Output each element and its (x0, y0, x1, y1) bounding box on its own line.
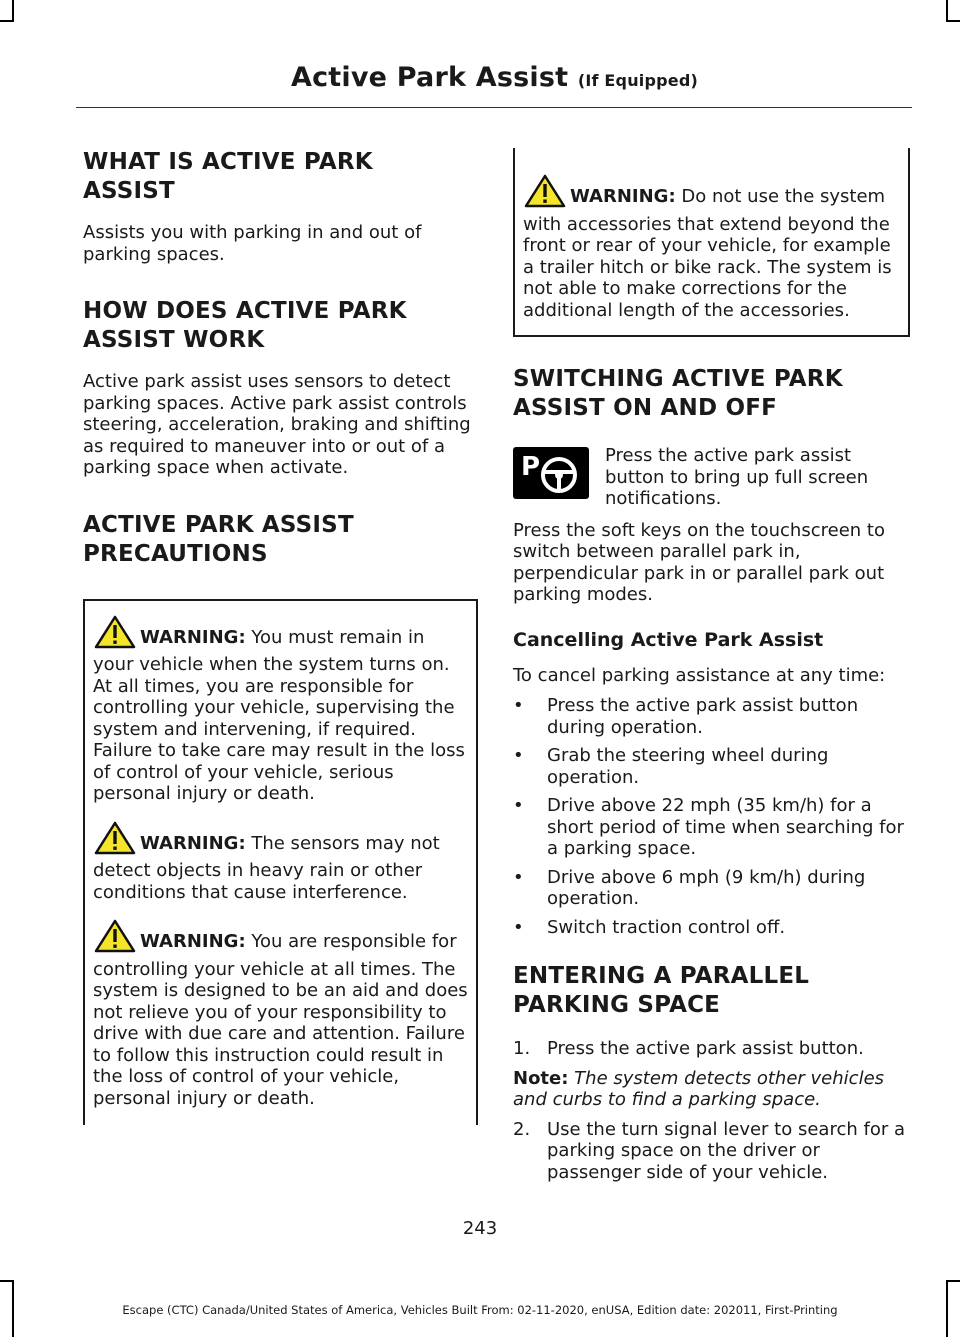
warning-label: WARNING: (140, 832, 246, 854)
soft-keys-text: Press the soft keys on the touchscreen to switch between parallel park in, perpendicular park in or parallel park out parking modes. (513, 519, 885, 605)
step-text: Press the active park assist button. (547, 1038, 864, 1059)
header-subtitle: (If Equipped) (577, 71, 698, 90)
cancelling-heading: Cancelling Active Park Assist (513, 628, 824, 651)
switching-heading (513, 365, 910, 423)
heading-line: ASSIST WORK (83, 327, 265, 353)
list-item-text: Press the active park assist button during operation. (547, 695, 859, 738)
warning-label: WARNING: (570, 186, 676, 207)
what-is-heading (83, 148, 478, 206)
warning-triangle-icon (94, 821, 136, 861)
step-number: 2. (513, 1118, 531, 1140)
warning-paragraph (93, 821, 470, 904)
list-item-text: Switch traction control off. (547, 916, 786, 938)
page-header (291, 62, 698, 93)
step-item (513, 1038, 910, 1060)
list-item (513, 745, 910, 788)
svg-text:P: P (521, 452, 541, 482)
header-title: Active Park Assist (291, 62, 569, 93)
warning-box (83, 599, 478, 1126)
heading-line: ACTIVE PARK ASSIST (83, 511, 354, 538)
note-text: The system detects other vehicles and curbs to find a parking space. (513, 1067, 885, 1110)
left-column (83, 120, 478, 1125)
list-item (513, 867, 910, 910)
how-works-heading (83, 297, 478, 355)
list-item (513, 795, 910, 860)
bullet: • (513, 916, 524, 938)
warning-paragraph (523, 174, 902, 321)
step-text: Use the turn signal lever to search for a parking space on the driver or passenger side of your vehicle. (547, 1118, 905, 1183)
heading-line: PARKING SPACE (513, 992, 721, 1018)
heading-line: ASSIST (83, 178, 175, 204)
crop-mark (946, 1280, 960, 1282)
note (513, 1068, 910, 1111)
crop-mark (12, 0, 14, 22)
warning-box (513, 148, 910, 337)
warning-triangle-icon (524, 174, 566, 214)
crop-mark (0, 1280, 14, 1282)
warning-text: The sensors may not detect objects in heavy rain or other conditions that cause interference. (93, 832, 440, 903)
list-item-text: Grab the steering wheel during operation. (547, 745, 829, 788)
heading-line: PRECAUTIONS (83, 540, 268, 567)
warning-paragraph (93, 919, 470, 1125)
bullet: • (513, 695, 524, 716)
how-works-body: Active park assist uses sensors to detect parking spaces. Active park assist controls steering, acceleration, braking and shifting as required to maneuver into or out of a parking space when activate. (83, 371, 471, 478)
warning-label: WARNING: (140, 626, 246, 648)
warning-paragraph (93, 615, 470, 805)
heading-line: ENTERING A PARALLEL (513, 963, 810, 989)
park-assist-instruction-text: Press the active park assist button to bring up full screen notifications. (605, 445, 869, 509)
crop-mark (0, 20, 14, 22)
bullet: • (513, 866, 524, 888)
warning-label: WARNING: (140, 931, 246, 952)
steps-list (513, 1119, 910, 1184)
crop-mark (946, 0, 948, 22)
warning-triangle-icon (94, 919, 136, 959)
park-assist-button-icon (513, 447, 589, 499)
step-number: 1. (513, 1038, 531, 1059)
header-divider (76, 107, 912, 108)
park-assist-instruction (513, 445, 910, 510)
heading-line: SWITCHING ACTIVE PARK (513, 366, 843, 392)
bullet: • (513, 745, 524, 766)
heading-line: WHAT IS ACTIVE PARK (83, 149, 373, 175)
bullet: • (513, 795, 524, 816)
note-label: Note: (513, 1067, 569, 1089)
footer-text: Escape (CTC) Canada/United States of America, Vehicles Built From: 02-11-2020, enUSA, Edition date: 202011, First-Printing (122, 1303, 838, 1317)
cancel-list (513, 695, 910, 938)
steps-list (513, 1038, 910, 1060)
entering-parallel-heading (513, 962, 910, 1020)
crop-mark (946, 20, 960, 22)
warning-triangle-icon (94, 615, 136, 655)
warning-text: Do not use the system with accessories that extend beyond the front or rear of your vehicle, for example a trailer hitch or bike rack. The system is not able to make corrections for the additional length of the accessories. (523, 186, 892, 321)
page-number: 243 (462, 1218, 498, 1239)
cancel-intro: To cancel parking assistance at any time: (513, 664, 886, 686)
warning-text: You are responsible for controlling your vehicle at all times. The system is designed to be an aid and does not relieve you of your responsibility to drive with due care and attention. Failure to follow this instruction could result in the loss of control of your vehicle, personal injury or death. (93, 931, 468, 1109)
list-item-text: Drive above 6 mph (9 km/h) during operation. (547, 866, 866, 909)
heading-line: HOW DOES ACTIVE PARK (83, 298, 407, 324)
what-is-body: Assists you with parking in and out of parking spaces. (83, 222, 422, 265)
right-column (513, 148, 910, 1183)
step-item (513, 1119, 910, 1184)
list-item (513, 917, 910, 939)
precautions-heading (83, 511, 478, 569)
list-item-text: Drive above 22 mph (35 km/h) for a short period of time when searching for a parking space. (547, 795, 904, 859)
heading-line: ASSIST ON AND OFF (513, 395, 778, 421)
list-item (513, 695, 910, 738)
warning-text: You must remain in your vehicle when the system turns on. At all times, you are responsible for controlling your vehicle, supervising the system and intervening, if required. Failure to take care may result in the loss of control of your vehicle, serious personal injury or death. (93, 626, 465, 804)
